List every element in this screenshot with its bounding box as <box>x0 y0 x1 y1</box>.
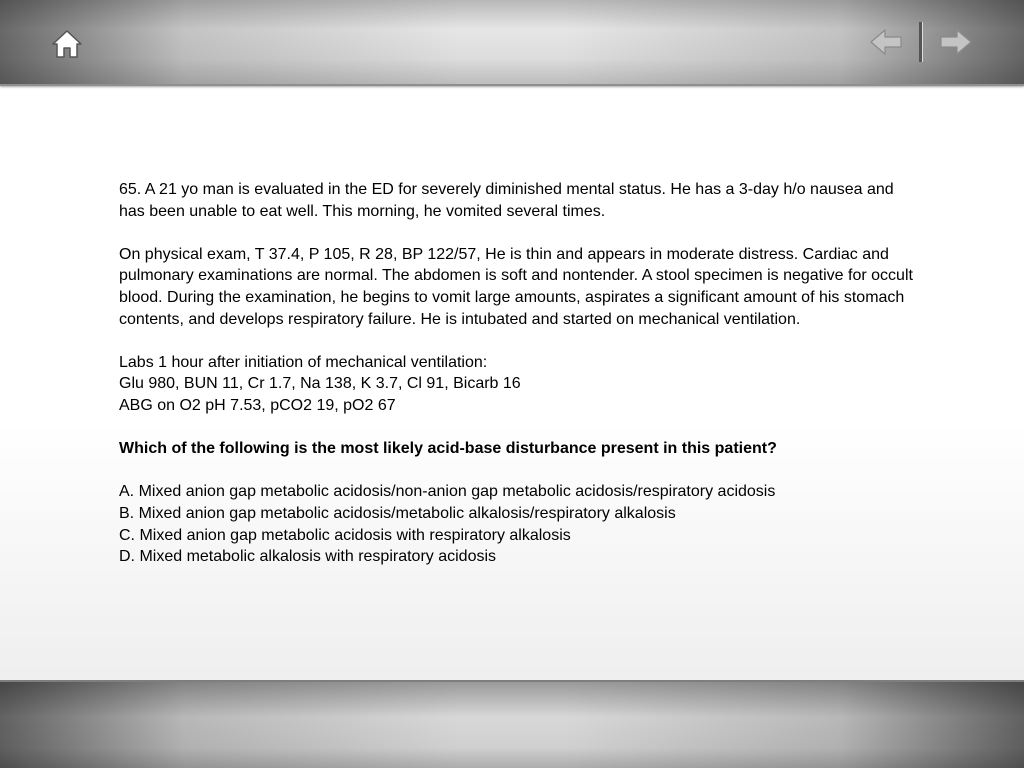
answer-choice-c[interactable]: C. Mixed anion gap metabolic acidosis with respiratory alkalosis <box>119 526 571 544</box>
answer-choice-d[interactable]: D. Mixed metabolic alkalosis with respiratory acidosis <box>119 548 497 566</box>
previous-slide-button[interactable] <box>868 26 904 58</box>
labs-chemistry: Glu 980, BUN 11, Cr 1.7, Na 138, K 3.7, Cl 91, Bicarb 16 <box>119 375 521 393</box>
labs-abg: ABG on O2 pH 7.53, pCO2 19, pO2 67 <box>119 396 396 414</box>
answer-choice-a[interactable]: A. Mixed anion gap metabolic acidosis/non-anion gap metabolic acidosis/respiratory acidosis <box>119 483 776 501</box>
arrow-right-icon <box>938 26 974 58</box>
question-content <box>119 179 919 568</box>
top-toolbar <box>0 0 1024 86</box>
home-button[interactable] <box>50 28 84 60</box>
arrow-left-icon <box>868 26 904 58</box>
question-stem: 65. A 21 yo man is evaluated in the ED for severely diminished mental status. He has a 3-day h/o nausea and has been unable to eat well. This morning, he vomited several times. <box>119 181 894 220</box>
bottom-bar <box>0 680 1024 768</box>
nav-divider <box>919 22 922 62</box>
physical-exam-text: On physical exam, T 37.4, P 105, R 28, BP 122/57, He is thin and appears in moderate distress. Cardiac and pulmonary examinations are normal. The abdomen is soft and nontender. A stool specimen is negative for occult blood. During the examination, he begins to vomit large amounts, aspirates a significant amount of his stomach contents, and develops respiratory failure. He is intubated and started on mechanical ventilation. <box>119 245 913 328</box>
labs-heading: Labs 1 hour after initiation of mechanical ventilation: <box>119 353 488 371</box>
answer-choice-b[interactable]: B. Mixed anion gap metabolic acidosis/metabolic alkalosis/respiratory alkalosis <box>119 504 676 522</box>
home-icon <box>50 28 84 60</box>
question-prompt: Which of the following is the most likely acid-base disturbance present in this patient? <box>119 440 777 458</box>
labs-block <box>119 352 919 417</box>
answer-choices <box>119 481 919 567</box>
next-slide-button[interactable] <box>938 26 974 58</box>
